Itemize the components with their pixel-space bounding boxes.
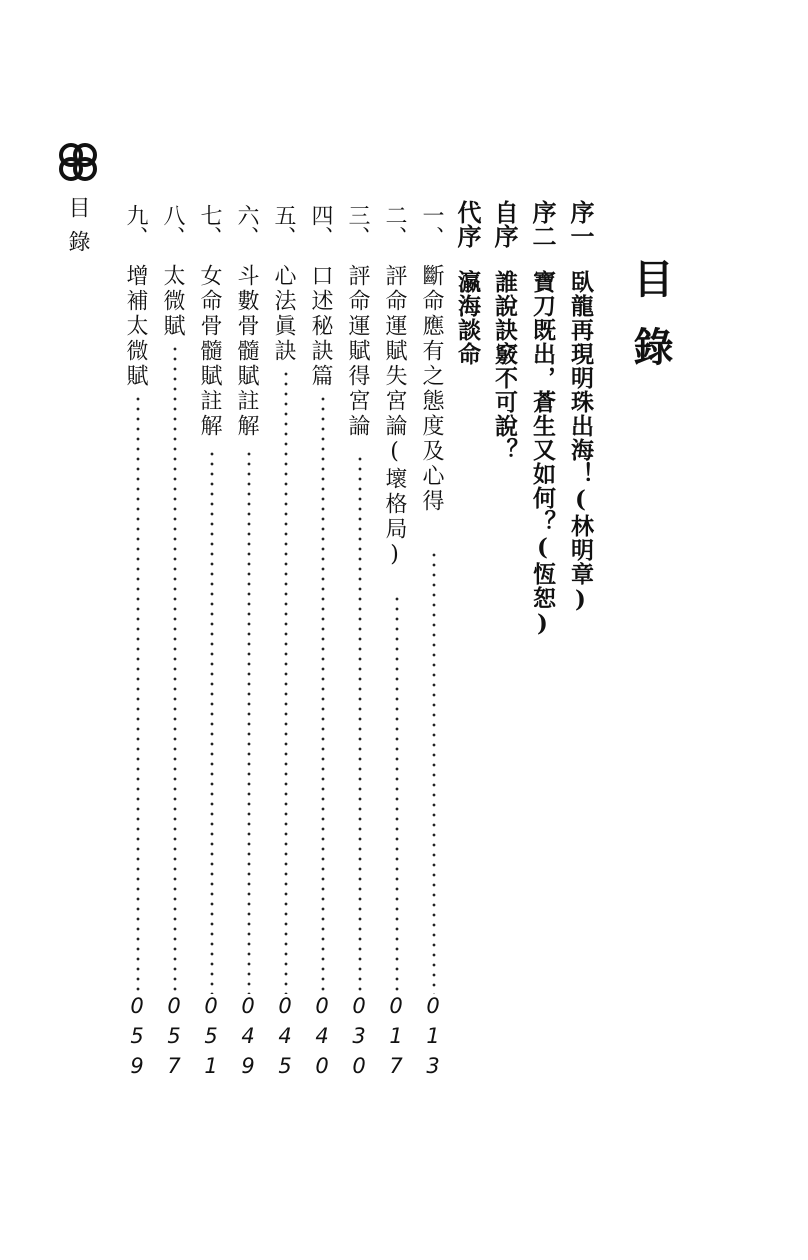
entry-number: 五、 (271, 204, 296, 248)
toc-entry[interactable] (309, 204, 339, 1084)
toc-entry[interactable] (383, 204, 413, 1084)
entry-page-number: 045 (273, 994, 297, 1084)
side-header-title: 目錄 (65, 196, 90, 264)
entry-title[interactable]: 太微賦 (160, 264, 185, 339)
toc-entry[interactable] (124, 204, 154, 1084)
dot-leader (173, 344, 177, 994)
entry-page-number: 013 (421, 994, 445, 1084)
entry-title[interactable]: 女命骨髓賦註解 (197, 264, 222, 439)
dot-leader (247, 449, 251, 994)
toc-entry[interactable] (198, 204, 228, 1084)
dot-leader (210, 449, 214, 994)
dot-leader (284, 369, 288, 994)
entry-number: 六、 (234, 204, 259, 248)
entry-number: 二、 (382, 204, 407, 248)
entry-number: 七、 (197, 204, 222, 248)
entry-page-number: 051 (199, 994, 223, 1084)
page-title: 目錄 (627, 258, 674, 394)
dot-leader (358, 454, 362, 994)
entry-page-number: 059 (125, 994, 149, 1084)
toc-entry[interactable] (161, 204, 191, 1084)
entry-number: 一、 (419, 204, 444, 248)
entry-page-number: 040 (310, 994, 334, 1084)
dot-leader (395, 594, 399, 994)
entry-page-number: 049 (236, 994, 260, 1084)
preface-label: 序二 (528, 200, 557, 248)
toc-entry[interactable] (272, 204, 302, 1084)
preface-title[interactable]: 臥龍再現明珠出海！(林明章) (567, 270, 594, 614)
toc-entry[interactable] (346, 204, 376, 1084)
preface-title[interactable]: 瀛海談命 (454, 270, 481, 366)
preface-title[interactable]: 誰說訣竅不可說？ (491, 270, 518, 462)
dot-leader (432, 550, 436, 994)
toc-entry[interactable] (235, 204, 265, 1084)
entry-title[interactable]: 斗數骨髓賦註解 (234, 264, 259, 439)
preface-title[interactable]: 寶刀既出，蒼生又如何？(恆恕) (529, 270, 556, 638)
entry-page-number: 030 (347, 994, 371, 1084)
entry-title[interactable]: 心法眞訣 (271, 264, 296, 364)
dot-leader (136, 394, 140, 994)
preface-label: 代序 (453, 200, 482, 248)
entry-page-number: 017 (384, 994, 408, 1084)
dot-leader (321, 394, 325, 994)
preface-label: 自序 (490, 200, 519, 248)
preface-label: 序一 (566, 200, 595, 248)
entry-page-number: 057 (162, 994, 186, 1084)
entry-title[interactable]: 口述秘訣篇 (308, 264, 333, 389)
entry-number: 三、 (345, 204, 370, 248)
entry-number: 八、 (160, 204, 185, 248)
entry-number: 九、 (123, 204, 148, 248)
entry-title[interactable]: 斷命應有之態度及心得 (419, 264, 444, 514)
knot-ornament-icon (56, 140, 100, 184)
entry-title[interactable]: 增補太微賦 (123, 264, 148, 389)
toc-entry[interactable] (420, 204, 450, 1084)
entry-title[interactable]: 評命運賦得宮論 (345, 264, 370, 439)
entry-number: 四、 (308, 204, 333, 248)
entry-title[interactable]: 評命運賦失宮論(壞格局) (382, 264, 407, 570)
